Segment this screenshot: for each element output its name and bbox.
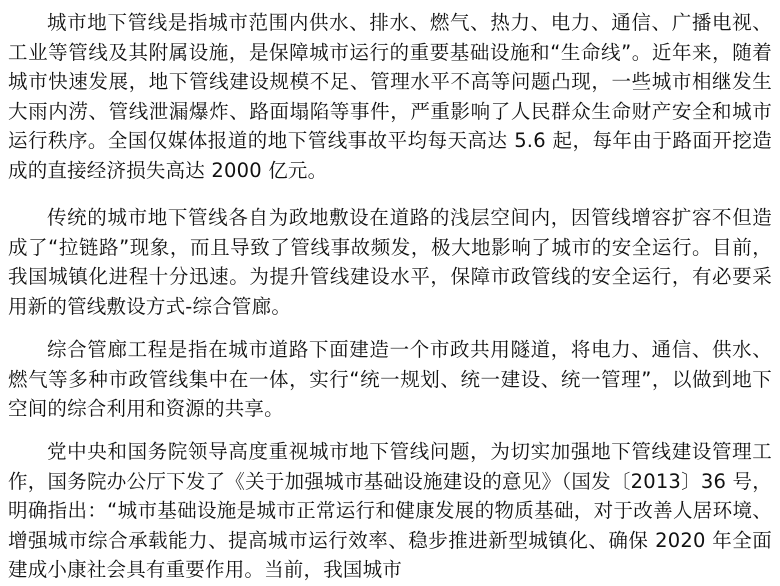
paragraph-utility-tunnel-definition: 综合管廊工程是指在城市道路下面建造一个市政共用隧道，将电力、通信、供水、燃气等多种市政管线集中在一体，实行“统一规划、统一建设、统一管理”，以做到地下空间的综合利用和资源的共享。 <box>8 338 772 420</box>
paragraph-urban-pipelines: 城市地下管线是指城市范围内供水、排水、燃气、热力、电力、通信、广播电视、工业等管线及其附属设施，是保障城市运行的重要基础设施和“生命线”。近年来，随着城市快速发展，地下管线建设规模不足、管理水平不高等问题凸现，一些城市相继发生大雨内涝、管线泄漏爆炸、路面塌陷等事件，严重影响了人民群众生命财产安全和城市运行秩序。全国仅媒体报道的地下管线事故平均每天高达 5.6 起，每年由于路面开挖造成的直接经济损失高达 2000 亿元。 <box>8 11 772 182</box>
paragraph-traditional-laying: 传统的城市地下管线各自为政地敷设在道路的浅层空间内，因管线增容扩容不但造成了“拉链路”现象，而且导致了管线事故频发，极大地影响了城市的安全运行。目前，我国城镇化进程十分迅速。为提升管线建设水平，保障市政管线的安全运行，有必要采用新的管线敷设方式-综合管廊。 <box>8 206 772 318</box>
paragraph-state-council-policy: 党中央和国务院领导高度重视城市地下管线问题，为切实加强地下管线建设管理工作，国务院办公厅下发了《关于加强城市基础设施建设的意见》（国发〔2013〕36 号，明确指出：“城市基础设施是城市正常运行和健康发展的物质基础，对于改善人居环境、增强城市综合承载能力、提高城市运行效率、稳步推进新型城镇化、确保 2020 年全面建成小康社会具有重要作用。当前，我国城市 <box>8 440 772 581</box>
